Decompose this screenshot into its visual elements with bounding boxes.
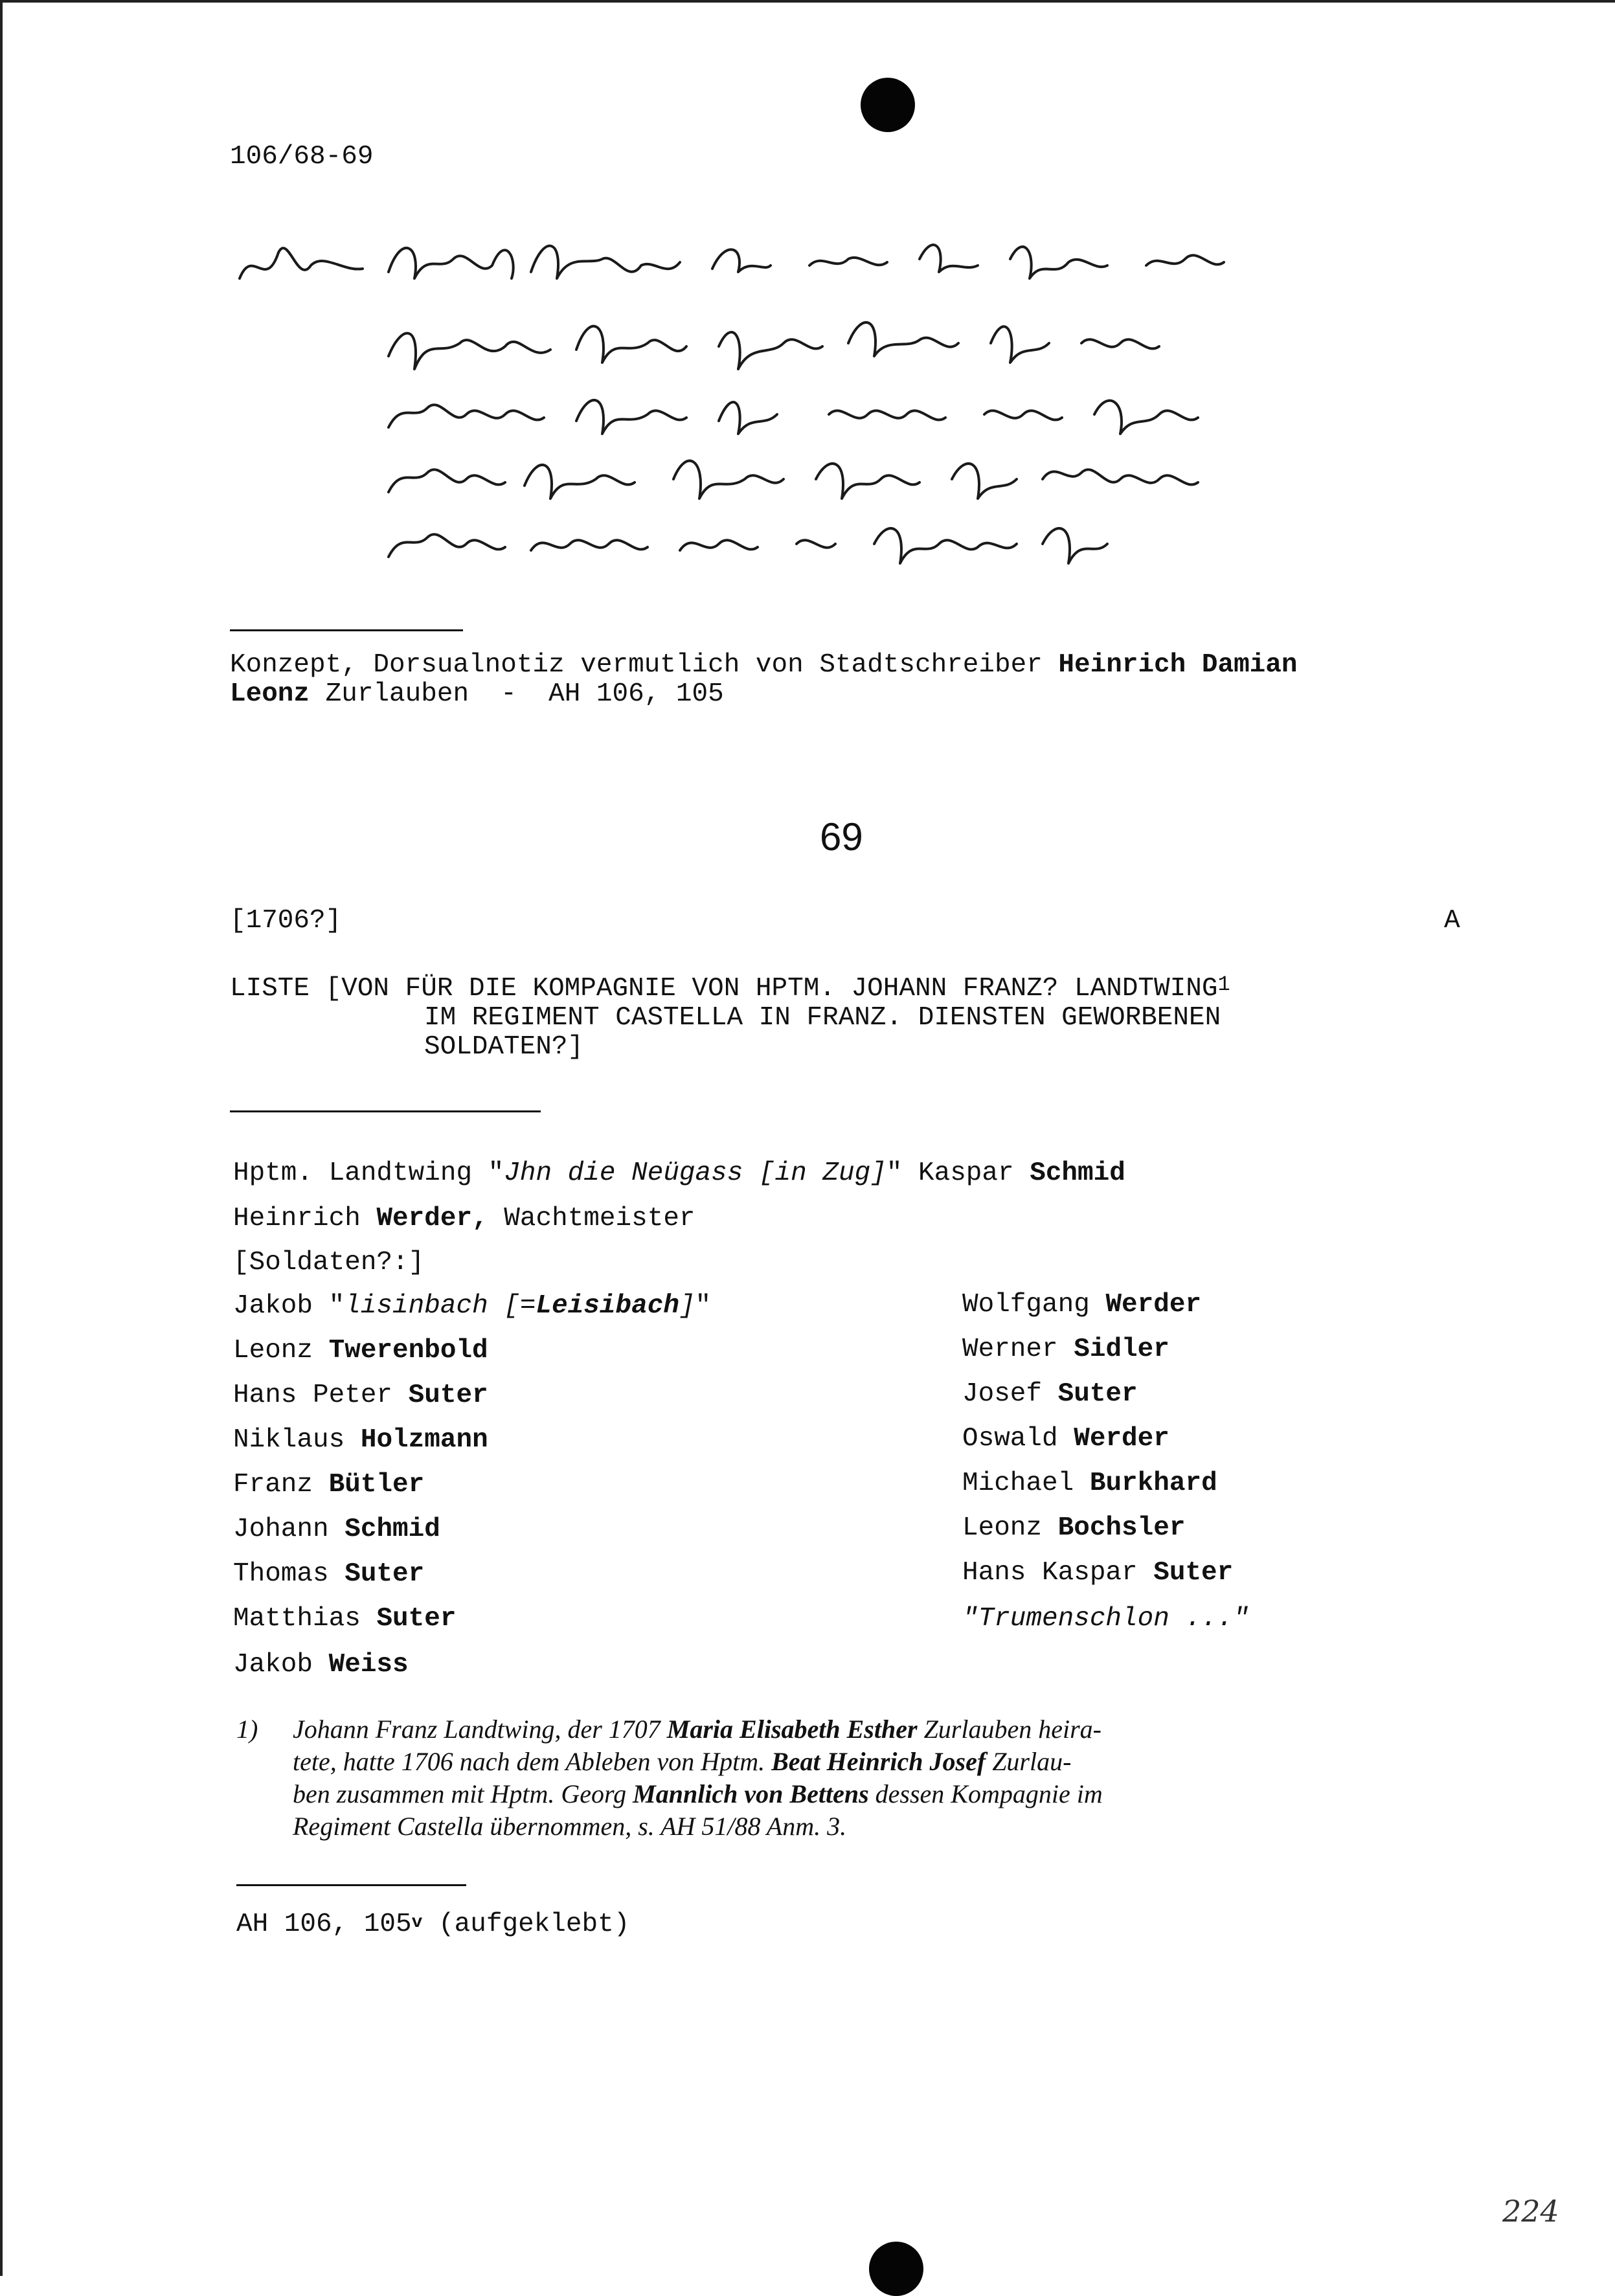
hptm-line: Hptm. Landtwing "Jhn die Neügass [in Zug]" Kaspar Schmid xyxy=(233,1158,1125,1188)
list-item: Wolfgang Werder xyxy=(962,1290,1202,1320)
footnote-ref: 1 xyxy=(1217,973,1230,996)
punch-hole-top xyxy=(861,78,915,132)
title-line-3: SOLDATEN?] xyxy=(424,1032,584,1062)
list-item: Jakob Weiss xyxy=(233,1650,409,1680)
list-item: Jakob "lisinbach [=Leisibach]" xyxy=(233,1291,712,1321)
footnote-marker: 1) xyxy=(236,1715,258,1744)
list-item: Thomas Suter xyxy=(233,1559,425,1589)
footnote-line-3: ben zusammen mit Hptm. Georg Mannlich von Bettens dessen Kompagnie im xyxy=(293,1779,1103,1808)
punch-hole-bottom xyxy=(869,2242,923,2296)
document-number: 69 xyxy=(820,815,863,859)
divider-title xyxy=(230,1110,541,1112)
list-item: Hans Kaspar Suter xyxy=(962,1558,1234,1588)
page-border-top xyxy=(0,0,1615,3)
title-line-1: LISTE [VON FÜR DIE KOMPAGNIE VON HPTM. JOHANN FRANZ? LANDTWING$^1$ xyxy=(230,973,1230,1004)
soldaten-heading: [Soldaten?:] xyxy=(233,1248,425,1277)
caption-line-1: Konzept, Dorsualnotiz vermutlich von Stadtschreiber Heinrich Damian xyxy=(230,650,1298,680)
divider-source xyxy=(236,1884,466,1886)
list-item: Franz Bütler xyxy=(233,1470,425,1500)
title-line-2: IM REGIMENT CASTELLA IN FRANZ. DIENSTEN GEWORBENEN xyxy=(424,1003,1221,1033)
list-item: Johann Schmid xyxy=(233,1514,440,1544)
divider-caption xyxy=(230,629,463,631)
list-item: Leonz Twerenbold xyxy=(233,1336,488,1366)
handwritten-manuscript xyxy=(227,207,1366,596)
page-number-handwritten: 224 xyxy=(1502,2194,1559,2229)
list-item: Michael Burkhard xyxy=(962,1469,1217,1498)
reference-number: 106/68-69 xyxy=(230,142,374,172)
list-item: Leonz Bochsler xyxy=(962,1513,1186,1543)
footnote-line-1: Johann Franz Landtwing, der 1707 Maria Elisabeth Esther Zurlauben heira- xyxy=(293,1715,1101,1744)
list-item: Josef Suter xyxy=(962,1379,1138,1409)
document-letter: A xyxy=(1444,906,1460,936)
source-reference: AH 106, 105$^v$ (aufgeklebt) xyxy=(236,1909,630,1939)
footnote-line-4: Regiment Castella übernommen, s. AH 51/88 Anm. 3. xyxy=(293,1812,847,1841)
list-item: Oswald Werder xyxy=(962,1424,1169,1454)
list-item: Matthias Suter xyxy=(233,1604,457,1634)
caption-line-2: Leonz Zurlauben - AH 106, 105 xyxy=(230,679,724,709)
list-item: Hans Peter Suter xyxy=(233,1380,488,1410)
footnote-line-2: tete, hatte 1706 nach dem Ableben von Hptm. Beat Heinrich Josef Zurlau- xyxy=(293,1747,1072,1776)
wachtmeister-line: Heinrich Werder, Wachtmeister xyxy=(233,1204,695,1233)
list-item: "Trumenschlon ..." xyxy=(962,1604,1249,1634)
page-border xyxy=(0,0,3,2276)
list-item: Niklaus Holzmann xyxy=(233,1425,488,1455)
document-date: [1706?] xyxy=(230,906,342,936)
list-item: Werner Sidler xyxy=(962,1334,1169,1364)
